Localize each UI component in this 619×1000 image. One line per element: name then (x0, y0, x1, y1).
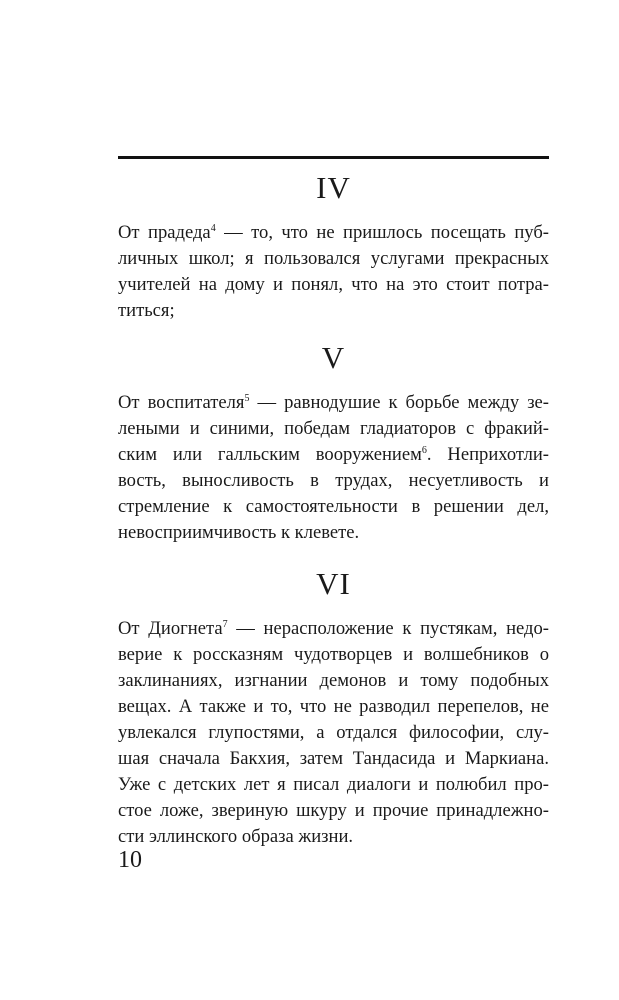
text-line: вещах. А также и то, что не разводил перепелов, не (118, 696, 549, 717)
text-line: Уже с детских лет я писал диалоги и полюбил про- (118, 774, 549, 795)
section-iv (118, 170, 549, 324)
section-body (118, 390, 549, 546)
text-line: стое ложе, звериную шкуру и прочие принадлежно- (118, 800, 549, 821)
text-line: ским или галльским вооружением$^6$. Неприхотли- (118, 444, 549, 465)
text-line: От прадеда$^4$ — то, что не пришлось посещать пуб- (118, 222, 549, 243)
text-line: увлекался глупостями, а отдался философии, слу- (118, 722, 549, 743)
footnote-marker[interactable]: 6 (421, 445, 427, 456)
footnote-marker[interactable]: 5 (244, 393, 250, 404)
section-v (118, 340, 549, 546)
section-heading: V (321, 340, 346, 375)
section-body (118, 220, 549, 324)
section-vi (118, 566, 549, 850)
top-rule (118, 156, 549, 159)
section-heading: IV (316, 170, 351, 205)
text-line: От воспитателя$^5$ — равнодушие к борьбе между зе- (118, 392, 549, 413)
footnote-marker[interactable]: 4 (210, 223, 216, 234)
text-line: невосприимчивость к клевете. (118, 522, 360, 543)
footnote-marker[interactable]: 7 (222, 619, 228, 630)
text-line: личных школ; я пользовался услугами прекрасных (118, 248, 549, 269)
text-line: титься; (118, 300, 175, 321)
text-line: верие к россказням чудотворцев и волшебников о (118, 644, 549, 665)
text-line: шая сначала Бакхия, затем Тандасида и Маркиана. (118, 748, 549, 769)
text-line: От Диогнета$^7$ — нерасположение к пустякам, недо- (118, 618, 549, 639)
text-line: учителей на дому и понял, что на это стоит потра- (118, 274, 549, 295)
text-line: стремление к самостоятельности в решении дел, (118, 496, 549, 517)
section-body (118, 616, 549, 850)
section-heading: VI (316, 566, 351, 601)
page-number: 10 (118, 847, 142, 873)
text-line: леными и синими, победам гладиаторов с фракий- (118, 418, 549, 439)
text-line: сти эллинского образа жизни. (118, 826, 354, 847)
text-line: заклинаниях, изгнании демонов и тому подобных (118, 670, 549, 691)
text-line: вость, выносливость в трудах, несуетливость и (118, 470, 549, 491)
